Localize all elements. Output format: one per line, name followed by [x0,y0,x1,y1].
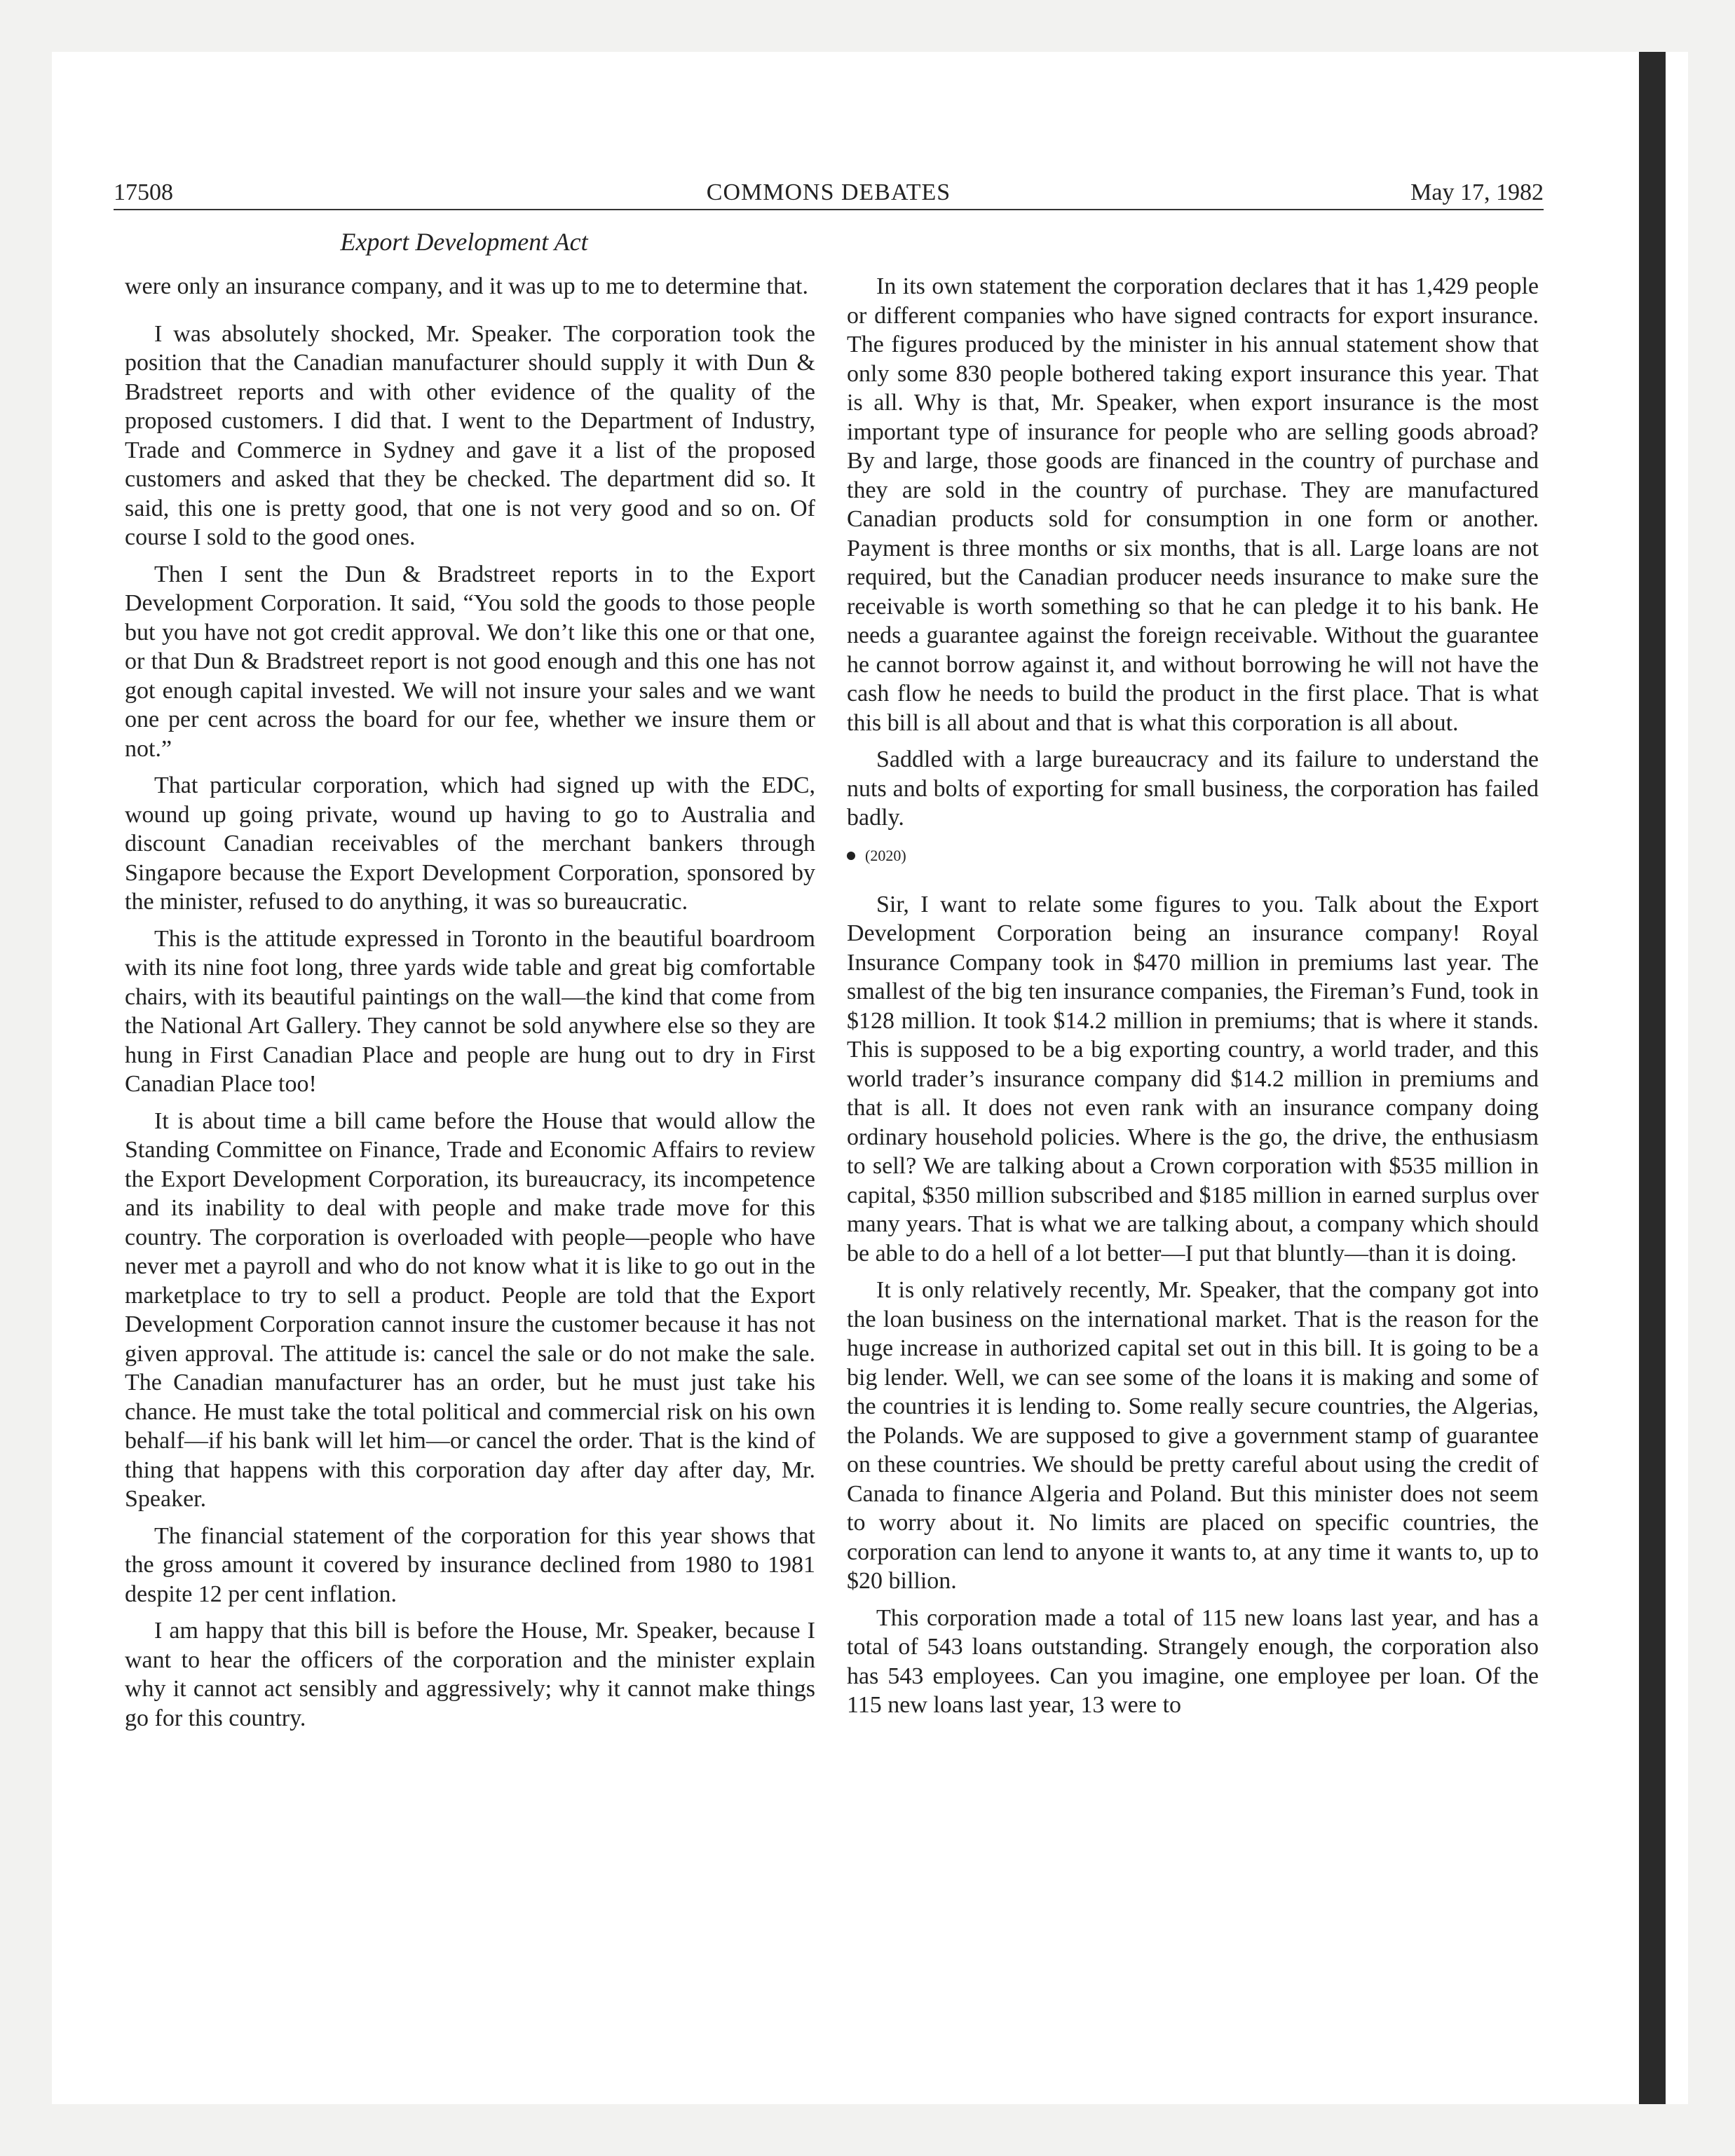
publication-title: COMMONS DEBATES [706,179,951,205]
paragraph: This is the attitude expressed in Toronto in the beautiful boardroom with its nine foot long, three yards wide table and great big comfortable chairs, with its beautiful paintings on the wall—the kind that come from the National Art Gallery. They cannot be sold anywhere else so they are hung in First Canadian Place and people are hung out to dry in First Canadian Place too! [125,925,815,1097]
bullet-icon [847,852,855,860]
paragraph: It is only relatively recently, Mr. Speaker, that the company got into the loan business on the international market. That is the reason for the huge increase in authorized capital set out in this bill. It is going to be a big lender. Well, we can see some of the loans it is making and some of the countries it is lending to. Some really secure countries, the Algerias, the Polands. We are supposed to give a government stamp of guarantee on these countries. We should be pretty careful about using the credit of Canada to finance Algeria and Poland. But this minister does not seem to worry about it. No limits are placed on specific countries, the corporation can lend to anyone it wants to, at any time it wants to, up to $20 billion. [847,1277,1539,1594]
paragraph: The financial statement of the corporation for this year shows that the gross amount it covered by insurance declined from 1980 to 1981 despite 12 per cent inflation. [125,1522,815,1607]
section-title: Export Development Act [340,228,588,256]
page-number: 17508 [114,179,173,205]
scan-edge [1639,52,1666,2104]
paragraph: were only an insurance company, and it was up to me to determine that. [125,273,808,299]
time-marker-label: (2020) [865,846,906,864]
paragraph: I was absolutely shocked, Mr. Speaker. The corporation took the position that the Canadian manufacturer should supply it with Dun & Bradstreet reports and with other evidence of the quality of the proposed customers. I did that. I went to the Department of Industry, Trade and Commerce in Sydney and gave it a list of the proposed customers and asked that they be checked. The department did so. It said, this one is pretty good, that one is not very good and so on. Of course I sold to the good ones. [125,320,815,550]
paragraph: That particular corporation, which had signed up with the EDC, wound up going private, wound up having to go to Australia and discount Canadian receivables of the merchant bankers through Singapore because the Export Development Corporation, sponsored by the minister, refused to do anything, it was so bureaucratic. [125,772,815,915]
paragraph: It is about time a bill came before the House that would allow the Standing Committee on Finance, Trade and Economic Affairs to review the Export Development Corporation, its bureaucracy, its incompetence and its inability to deal with people and make trade move for this country. The corporation is overloaded with people—people who have never met a payroll and who do not know what it is like to go out in the marketplace to try to sell a product. People are told that the Export Development Corporation cannot insure the customer because it has not given approval. The attitude is: cancel the sale or do not make the sale. The Canadian manufacturer has an order, but he must just take his chance. He must take the total political and commercial risk on his own behalf—if his bank will let him—or cancel the order. That is the kind of thing that happens with this corporation day after day after day, Mr. Speaker. [125,1107,815,1512]
right-column [847,272,1539,1728]
paragraph: Then I sent the Dun & Bradstreet reports in to the Export Development Corporation. It said, “You sold the goods to those people but you have not got credit approval. We don’t like this one or that one, or that Dun & Bradstreet report is not good enough and this one has not got enough capital invested. We will not insure your sales and we want one per cent across the board for our fee, whether we insure them or not.” [125,561,815,762]
issue-date: May 17, 1982 [1410,179,1544,205]
running-header [114,177,1544,210]
paragraph: In its own statement the corporation declares that it has 1,429 people or different companies who have signed contracts for export insurance. The figures produced by the minister in his annual statement show that only some 830 people bothered taking export insurance this year. That is all. Why is that, Mr. Speaker, when export insurance is the most important type of insurance for people who are selling goods abroad? By and large, those goods are financed in the country of purchase and they are sold in the country of purchase. They are manufactured Canadian products sold for consumption in one form or another. Payment is three months or six months, that is all. Large loans are not required, but the Canadian producer needs insurance to make sure the receivable is worth something so that he can pledge it to his bank. He needs a guarantee against the foreign receivable. Without the guarantee he cannot borrow against it, and without borrowing he will not have the cash flow he needs to build the product in the first place. That is what this bill is all about and that is what this corporation is all about. [847,273,1539,736]
paragraph: Saddled with a large bureaucracy and its failure to understand the nuts and bolts of exporting for small business, the corporation has failed badly. [847,746,1539,831]
time-marker [847,845,1539,866]
paragraph: Sir, I want to relate some figures to you. Talk about the Export Development Corporation being an insurance company! Royal Insurance Company took in $470 million in premiums last year. The smallest of the big ten insurance companies, the Fireman’s Fund, took in $128 million. It took $14.2 million in premiums; that is where it stands. This is supposed to be a big exporting country, a world trader, and this world trader’s insurance company did $14.2 million in premiums and that is all. It does not even rank with an insurance company doing ordinary household policies. Where is the go, the drive, the enthusiasm to sell? We are talking about a Crown corporation with $535 million in capital, $350 million subscribed and $185 million in earned surplus over many years. That is what we are talking about, a company which should be able to do a hell of a lot better—I put that bluntly—than it is doing. [847,891,1539,1267]
left-column [125,272,815,1740]
paragraph: This corporation made a total of 115 new loans last year, and has a total of 543 loans outstanding. Strangely enough, the corporation also has 543 employees. Can you imagine, one employee per loan. Of the 115 new loans last year, 13 were to [847,1604,1539,1718]
paragraph: I am happy that this bill is before the House, Mr. Speaker, because I want to hear the officers of the corporation and the minister explain why it cannot act sensibly and aggressively; why it cannot make things go for this country. [125,1618,815,1731]
